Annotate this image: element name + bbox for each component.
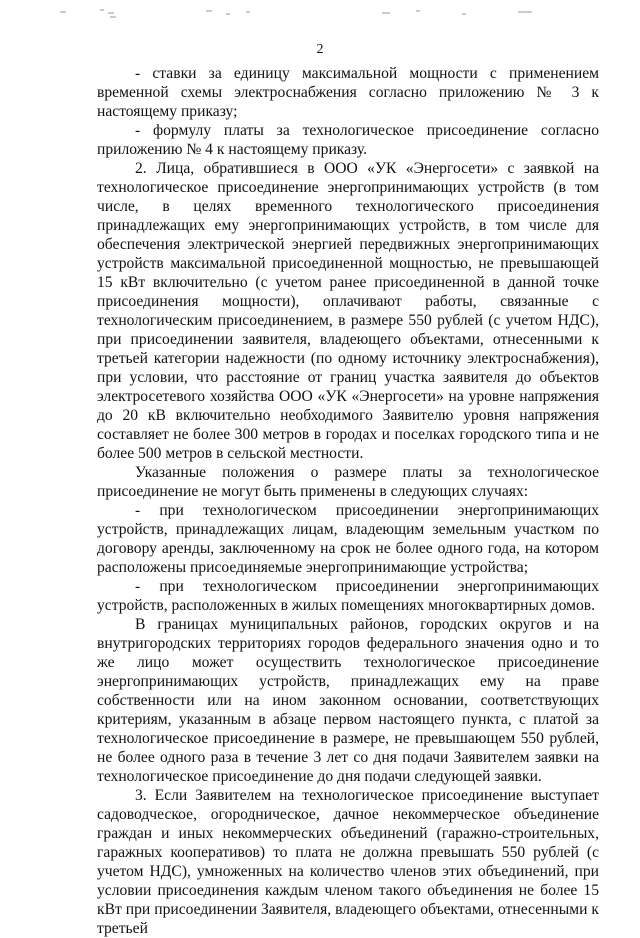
paragraph: - формулу платы за технологическое присоединение согласно приложению № 4 к настоящему приказу. <box>97 122 599 158</box>
paragraph: - при технологическом присоединении энергопринимающих устройств, принадлежащих лицам, владеющим земельным участком по договору аренды, заключенному на срок не более одного года, на котором расположены присоединяемые энергопринимающие устройства; <box>97 502 599 576</box>
paragraph: В границах муниципальных районов, городских округов и на внутригородских территориях городов федерального значения одно и то же лицо может осуществить технологическое присоединение энергопринимающих устройств, принадлежащих ему на праве собственности или на ином законном основании, соответствующих критериям, указанным в абзаце первом настоящего пункта, с платой за технологическое присоединение в размере, не превышающем 550 рублей, не более одного раза в течение 3 лет со дня подачи Заявителем заявки на технологическое присоединение до дня подачи следующей заявки. <box>97 616 599 785</box>
paragraph: Указанные положения о размере платы за технологическое присоединение не могут быть применены в следующих случаях: <box>97 464 599 500</box>
paragraph: - ставки за единицу максимальной мощности с применением временной схемы электроснабжения согласно приложению № 3 к настоящему приказу; <box>97 65 599 120</box>
document-body <box>97 64 599 938</box>
page-number: 2 <box>316 42 324 57</box>
paragraph: - при технологическом присоединении энергопринимающих устройств, расположенных в жилых помещениях многоквартирных домов. <box>97 578 599 614</box>
scan-artifacts <box>0 4 640 26</box>
paragraph: 3. Если Заявителем на технологическое присоединение выступает садоводческое, огородническое, дачное некоммерческое объединение граждан и иных некоммерческих объединений (гаражно-строительных, гаражных кооперативов) то плата не должна превышать 550 рублей (с учетом НДС), умноженных на количество членов этих объединений, при условии присоединения каждым членом такого объединения не более 15 кВт при присоединении Заявителя, владеющего объектами, отнесенными к третьей <box>97 787 599 937</box>
paragraph: 2. Лица, обратившиеся в ООО «УК «Энергосети» с заявкой на технологическое присоединение энергопринимающих устройств (в том числе, в целях временного технологического присоединения принадлежащих ему энергопринимающих устройств, в том числе для обеспечения электрической энергией передвижных энергопринимающих устройств максимальной присоединенной мощностью, не превышающей 15 кВт включительно (с учетом ранее присоединенной в данной точке присоединения мощности), оплачивают работы, связанные с технологическим присоединением, в размере 550 рублей (с учетом НДС), при присоединении заявителя, владеющего объектами, отнесенными к третьей категории надежности (по одному источнику электроснабжения), при условии, что расстояние от границ участка заявителя до объектов электросетевого хозяйства ООО «УК «Энергосети» на уровне напряжения до 20 кВ включительно необходимого Заявителю уровня напряжения составляет не более 300 метров в городах и поселках городского типа и не более 500 метров в сельской местности. <box>97 160 599 462</box>
